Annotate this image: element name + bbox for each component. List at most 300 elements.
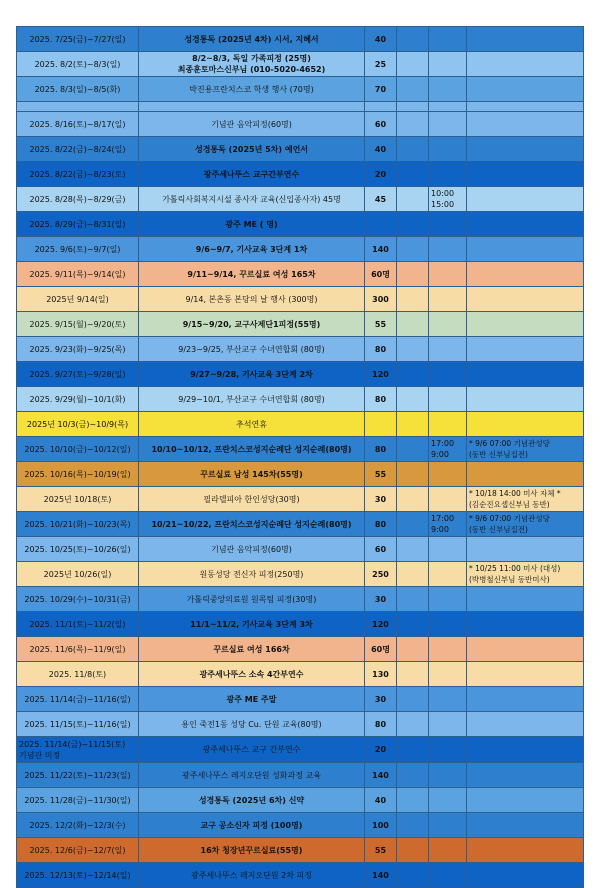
event-cell <box>139 112 365 137</box>
count-text: 25 <box>374 59 387 69</box>
event-text: 성경통독 (2025년 6차) 신약 <box>198 795 305 805</box>
note-subtext: (동반 신부님집전) <box>469 525 528 534</box>
count-cell <box>365 237 397 262</box>
event-cell <box>139 562 365 587</box>
event-subtext: 최종훈토마스신부님 (010-5020-4652) <box>177 65 326 74</box>
note-cell <box>467 387 584 412</box>
date-text: 2025. 11/8(토) <box>48 669 107 679</box>
table-row <box>17 537 584 562</box>
time-cell <box>429 737 467 763</box>
event-text: 성경통독 (2025년 4차) 시서, 지혜서 <box>184 34 319 44</box>
count-cell <box>365 537 397 562</box>
time-cell <box>429 863 467 888</box>
note-cell <box>467 712 584 737</box>
table-row <box>17 437 584 462</box>
event-text: 광주 ME ( 명) <box>225 219 278 229</box>
count-cell <box>365 512 397 537</box>
count-cell <box>365 312 397 337</box>
count-cell <box>365 863 397 888</box>
table-row <box>17 863 584 888</box>
blank-cell <box>397 587 429 612</box>
count-cell <box>365 737 397 763</box>
blank-cell <box>397 737 429 763</box>
date-cell <box>17 813 139 838</box>
table-row <box>17 387 584 412</box>
event-cell <box>139 312 365 337</box>
count-cell <box>365 77 397 102</box>
table-row <box>17 637 584 662</box>
date-text: 2025. 8/22(금)~8/24(일) <box>29 144 126 154</box>
table-row <box>17 237 584 262</box>
event-text: 16차 청장년꾸르실료(55명) <box>200 845 303 855</box>
date-text: 2025. 11/14(금)~11/16(일) <box>24 694 131 704</box>
event-text: 9/14, 본촌동 본당의 날 행사 (300명) <box>185 294 318 304</box>
count-cell <box>365 262 397 287</box>
event-text: 추석연휴 <box>236 419 267 429</box>
count-cell <box>365 813 397 838</box>
blank-cell <box>397 362 429 387</box>
date-cell <box>17 77 139 102</box>
count-text: 60명 <box>371 644 390 654</box>
event-text: 꾸르실료 여성 166차 <box>213 644 290 654</box>
blank-cell <box>397 437 429 462</box>
count-cell <box>365 763 397 788</box>
date-cell <box>17 387 139 412</box>
blank-cell <box>397 562 429 587</box>
event-cell <box>139 262 365 287</box>
blank-cell <box>397 187 429 212</box>
time-subtext: 9:00 <box>431 525 449 534</box>
event-cell <box>139 412 365 437</box>
note-cell <box>467 337 584 362</box>
note-cell <box>467 362 584 387</box>
time-cell <box>429 512 467 537</box>
count-text: 20 <box>374 745 387 754</box>
event-text: 원동성당 전신자 피정(250명) <box>199 569 304 579</box>
date-cell <box>17 27 139 52</box>
event-text: 기념관 음악피정(60명) <box>211 544 292 554</box>
note-cell <box>467 863 584 888</box>
date-cell <box>17 587 139 612</box>
date-text: 2025. 11/28(금)~11/30(일) <box>24 795 131 805</box>
blank-cell <box>397 412 429 437</box>
table-row <box>17 287 584 312</box>
table-row <box>17 512 584 537</box>
time-subtext: 15:00 <box>431 200 455 209</box>
event-text: 8/2~8/3, 독일 가족피정 (25명) <box>192 54 311 63</box>
event-cell <box>139 662 365 687</box>
time-cell <box>429 712 467 737</box>
blank-cell <box>397 662 429 687</box>
event-cell <box>139 102 365 112</box>
date-cell <box>17 212 139 237</box>
blank-cell <box>397 112 429 137</box>
time-cell <box>429 687 467 712</box>
note-cell <box>467 262 584 287</box>
note-subtext: (박병철신부님 동반미사) <box>469 575 550 584</box>
time-cell <box>429 112 467 137</box>
count-cell <box>365 637 397 662</box>
date-text: 2025. 9/15(월)~9/20(토) <box>29 319 126 329</box>
time-cell <box>429 52 467 77</box>
table-row <box>17 112 584 137</box>
blank-cell <box>397 262 429 287</box>
time-cell <box>429 237 467 262</box>
date-cell <box>17 662 139 687</box>
blank-cell <box>397 612 429 637</box>
count-text: 55 <box>374 319 387 329</box>
time-cell <box>429 537 467 562</box>
time-cell <box>429 102 467 112</box>
event-cell <box>139 863 365 888</box>
date-cell <box>17 863 139 888</box>
event-text: 9/6~9/7, 기사교육 3단계 1차 <box>195 244 308 254</box>
time-cell <box>429 287 467 312</box>
date-text: 2025. 10/29(수)~10/31(금) <box>24 594 131 604</box>
time-cell <box>429 462 467 487</box>
table-row <box>17 712 584 737</box>
count-text: 300 <box>372 294 389 304</box>
blank-cell <box>397 712 429 737</box>
date-cell <box>17 737 139 763</box>
count-text: 130 <box>372 669 389 679</box>
time-cell <box>429 487 467 512</box>
table-row <box>17 362 584 387</box>
time-cell <box>429 838 467 863</box>
table-row <box>17 162 584 187</box>
count-text: 20 <box>374 169 387 179</box>
event-text: 11/1~11/2, 기사교육 3단계 3차 <box>190 619 313 629</box>
date-text: 2025. 12/6(금)~12/7(일) <box>29 845 126 855</box>
count-text: 70 <box>374 84 387 94</box>
blank-cell <box>397 763 429 788</box>
count-text: 140 <box>372 870 389 880</box>
note-cell <box>467 77 584 102</box>
table-row <box>17 337 584 362</box>
event-text: 광주세나뚜스 레지오단원 성화과정 교육 <box>181 770 321 780</box>
date-text: 2025. 11/1(토)~11/2(일) <box>29 619 126 629</box>
event-text: 9/27~9/28, 기사교육 3단계 2차 <box>190 369 313 379</box>
date-text: 2025년 10/26(일) <box>43 569 112 579</box>
table-row <box>17 763 584 788</box>
date-cell <box>17 537 139 562</box>
note-cell <box>467 813 584 838</box>
date-cell <box>17 487 139 512</box>
note-cell <box>467 788 584 813</box>
count-cell <box>365 387 397 412</box>
table-row <box>17 737 584 763</box>
blank-cell <box>397 287 429 312</box>
table-row <box>17 612 584 637</box>
time-text: 17:00 <box>431 514 455 523</box>
date-cell <box>17 788 139 813</box>
count-text: 80 <box>374 719 387 729</box>
date-text: 2025. 12/2(화)~12/3(수) <box>29 820 126 830</box>
count-cell <box>365 287 397 312</box>
event-text: 용인 죽전1동 성당 Cu. 단원 교육(80명) <box>181 719 322 729</box>
table-row <box>17 587 584 612</box>
note-cell <box>467 587 584 612</box>
event-text: 10/21~10/22, 프란치스코성지순례단 성지순례(80명) <box>151 519 352 529</box>
count-text: 55 <box>374 845 387 855</box>
time-cell <box>429 337 467 362</box>
table-row <box>17 487 584 512</box>
event-text: 광주세나뚜스 교구 간부연수 <box>202 745 301 754</box>
time-cell <box>429 212 467 237</box>
count-cell <box>365 838 397 863</box>
event-cell <box>139 437 365 462</box>
count-cell <box>365 662 397 687</box>
event-text: 10/10~10/12, 프란치스코성지순례단 성지순례(80명) <box>151 444 352 454</box>
event-cell <box>139 52 365 77</box>
time-cell <box>429 187 467 212</box>
event-text: 기념관 음악피정(60명) <box>211 119 292 129</box>
count-text: 30 <box>374 594 387 604</box>
note-cell <box>467 562 584 587</box>
count-cell <box>365 362 397 387</box>
date-text: 2025. 8/2(토)~8/3(일) <box>34 59 121 69</box>
table-row <box>17 212 584 237</box>
date-text: 2025. 12/13(토)~12/14(일) <box>24 870 131 880</box>
blank-cell <box>397 637 429 662</box>
event-text: 9/29~10/1, 부산교구 수녀연합회 (80명) <box>178 394 325 404</box>
date-cell <box>17 412 139 437</box>
note-cell <box>467 687 584 712</box>
time-cell <box>429 612 467 637</box>
time-cell <box>429 437 467 462</box>
date-text: 2025. 10/16(목)~10/19(일) <box>24 469 131 479</box>
time-cell <box>429 562 467 587</box>
date-cell <box>17 312 139 337</box>
blank-cell <box>397 137 429 162</box>
event-text: 9/23~9/25, 부산교구 수녀연합회 (80명) <box>178 344 325 354</box>
count-text: 120 <box>372 369 389 379</box>
time-cell <box>429 77 467 102</box>
count-text: 80 <box>374 519 387 529</box>
count-cell <box>365 137 397 162</box>
note-cell <box>467 737 584 763</box>
date-cell <box>17 102 139 112</box>
note-cell <box>467 487 584 512</box>
count-cell <box>365 102 397 112</box>
blank-cell <box>397 487 429 512</box>
note-cell <box>467 187 584 212</box>
blank-cell <box>397 462 429 487</box>
blank-cell <box>397 162 429 187</box>
blank-cell <box>397 27 429 52</box>
count-text: 80 <box>374 444 387 454</box>
note-subtext: (김순진요셉신부님 동반) <box>469 500 550 509</box>
event-cell <box>139 487 365 512</box>
date-cell <box>17 637 139 662</box>
count-cell <box>365 412 397 437</box>
event-cell <box>139 137 365 162</box>
date-text: 2025. 9/23(화)~9/25(목) <box>29 344 126 354</box>
count-cell <box>365 687 397 712</box>
note-subtext: (동반 신부님집전) <box>469 450 528 459</box>
time-cell <box>429 262 467 287</box>
count-cell <box>365 52 397 77</box>
count-cell <box>365 562 397 587</box>
date-text: 2025년 9/14(일) <box>46 294 109 304</box>
table-row <box>17 813 584 838</box>
date-cell <box>17 838 139 863</box>
table-row <box>17 687 584 712</box>
blank-cell <box>397 687 429 712</box>
event-cell <box>139 838 365 863</box>
count-cell <box>365 337 397 362</box>
count-cell <box>365 212 397 237</box>
date-cell <box>17 137 139 162</box>
date-cell <box>17 712 139 737</box>
note-cell <box>467 312 584 337</box>
table-row <box>17 77 584 102</box>
date-text: 2025. 11/22(토)~11/23(일) <box>24 770 131 780</box>
time-cell <box>429 387 467 412</box>
count-text: 60명 <box>371 269 390 279</box>
date-cell <box>17 337 139 362</box>
note-cell <box>467 412 584 437</box>
blank-cell <box>397 337 429 362</box>
event-text: 9/11~9/14, 꾸르실료 여성 165차 <box>187 269 316 279</box>
time-cell <box>429 637 467 662</box>
event-text: 성경통독 (2025년 5차) 예언서 <box>194 144 309 154</box>
date-cell <box>17 262 139 287</box>
count-text: 140 <box>372 244 389 254</box>
note-cell <box>467 137 584 162</box>
schedule-rows <box>17 27 584 888</box>
table-row <box>17 412 584 437</box>
event-text: 9/15~9/20, 교구사제단1피정(55명) <box>182 319 321 329</box>
event-cell <box>139 612 365 637</box>
time-text: 17:00 <box>431 439 455 448</box>
note-cell <box>467 437 584 462</box>
count-text: 55 <box>374 469 387 479</box>
date-cell <box>17 462 139 487</box>
blank-cell <box>397 212 429 237</box>
event-cell <box>139 387 365 412</box>
date-text: 2025. 10/21(화)~10/23(목) <box>24 519 131 529</box>
blank-cell <box>397 77 429 102</box>
count-text: 40 <box>374 795 387 805</box>
date-text: 2025. 10/10(금)~10/12(일) <box>24 444 131 454</box>
time-cell <box>429 813 467 838</box>
date-cell <box>17 187 139 212</box>
note-cell <box>467 462 584 487</box>
event-text: 가톨릭중앙의료원 원목팀 피정(30명) <box>186 594 317 604</box>
event-cell <box>139 237 365 262</box>
count-text: 140 <box>372 770 389 780</box>
event-text: 교구 공소신자 피정 (100명) <box>200 820 303 830</box>
note-cell <box>467 763 584 788</box>
table-row <box>17 137 584 162</box>
date-text: 2025. 8/3(일)~8/5(화) <box>34 84 121 94</box>
table-row <box>17 838 584 863</box>
count-cell <box>365 612 397 637</box>
date-cell <box>17 763 139 788</box>
event-cell <box>139 637 365 662</box>
time-cell <box>429 162 467 187</box>
note-cell <box>467 612 584 637</box>
date-cell <box>17 162 139 187</box>
table-row <box>17 187 584 212</box>
blank-cell <box>397 788 429 813</box>
count-cell <box>365 788 397 813</box>
event-cell <box>139 77 365 102</box>
count-text: 45 <box>374 194 387 204</box>
blank-cell <box>397 537 429 562</box>
event-cell <box>139 813 365 838</box>
event-cell <box>139 512 365 537</box>
event-cell <box>139 537 365 562</box>
count-text: 60 <box>374 119 387 129</box>
count-text: 80 <box>374 344 387 354</box>
time-cell <box>429 788 467 813</box>
event-cell <box>139 287 365 312</box>
time-cell <box>429 662 467 687</box>
date-text: 2025. 9/29(월)~10/1(화) <box>29 394 126 404</box>
event-cell <box>139 162 365 187</box>
count-cell <box>365 27 397 52</box>
date-text: 2025. 8/28(목)~8/29(금) <box>29 194 126 204</box>
time-subtext: 9:00 <box>431 450 449 459</box>
note-cell <box>467 537 584 562</box>
note-cell <box>467 52 584 77</box>
note-cell <box>467 27 584 52</box>
event-text: 박진용프란치스코 학생 행사 (70명) <box>189 84 314 94</box>
event-text: 광주세나뚜스 교구간부연수 <box>203 169 300 179</box>
date-text: 2025. 9/11(목)~9/14(일) <box>29 269 126 279</box>
note-cell <box>467 162 584 187</box>
blank-cell <box>397 52 429 77</box>
note-cell <box>467 287 584 312</box>
time-cell <box>429 362 467 387</box>
date-text: 2025. 10/25(토)~10/26(일) <box>24 544 131 554</box>
date-text: 2025. 8/22(금)~8/23(토) <box>29 169 126 179</box>
time-text: 10:00 <box>431 189 455 198</box>
date-cell <box>17 237 139 262</box>
count-cell <box>365 437 397 462</box>
count-text: 120 <box>372 619 389 629</box>
date-subtext: 기념관 미정 <box>19 750 61 760</box>
table-row <box>17 262 584 287</box>
date-cell <box>17 512 139 537</box>
event-cell <box>139 462 365 487</box>
note-cell <box>467 637 584 662</box>
date-text: 2025. 8/16(토)~8/17(일) <box>29 119 126 129</box>
event-cell <box>139 687 365 712</box>
count-cell <box>365 462 397 487</box>
event-cell <box>139 737 365 763</box>
blank-cell <box>397 237 429 262</box>
note-cell <box>467 512 584 537</box>
table-row <box>17 102 584 112</box>
count-cell <box>365 187 397 212</box>
date-cell <box>17 362 139 387</box>
date-text: 2025. 9/6(토)~9/7(일) <box>34 244 121 254</box>
blank-cell <box>397 838 429 863</box>
count-text: 40 <box>374 144 387 154</box>
event-text: 꾸르실료 남성 145차(55명) <box>200 469 303 479</box>
event-cell <box>139 763 365 788</box>
date-cell <box>17 612 139 637</box>
count-text: 30 <box>374 494 387 504</box>
event-cell <box>139 27 365 52</box>
event-text: 가톨릭사회복지시설 종사자 교육(신입종사자) 45명 <box>162 194 341 204</box>
note-cell <box>467 112 584 137</box>
schedule-table <box>16 26 584 888</box>
time-cell <box>429 763 467 788</box>
